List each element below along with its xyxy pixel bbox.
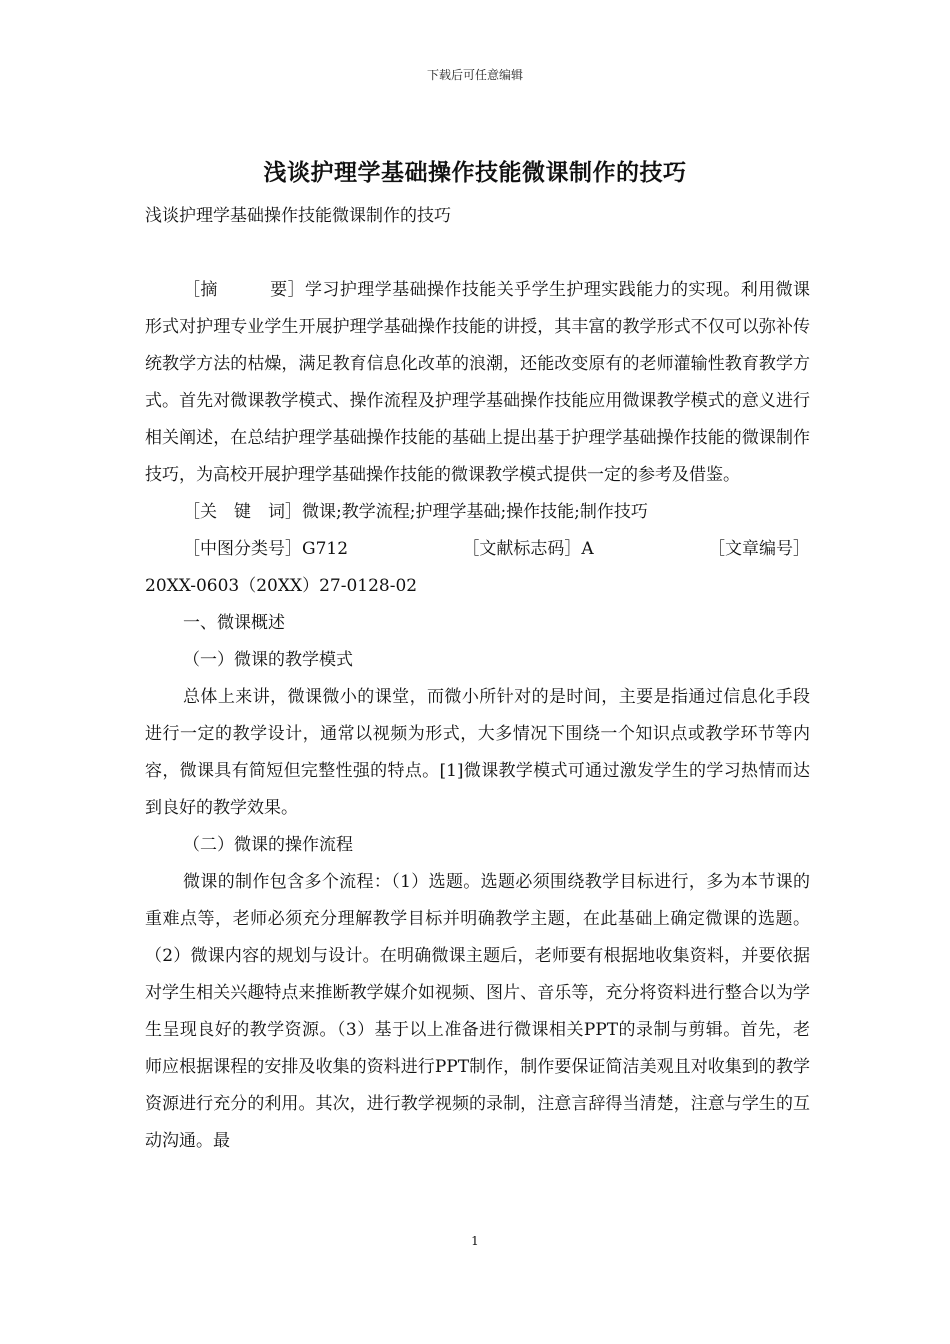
article-number: 20XX-0603（20XX）27-0128-02 — [145, 576, 418, 596]
subsection-heading-1-1: （一）微课的教学模式 — [183, 650, 353, 670]
paragraph-1-2: 微课的制作包含多个流程：（1）选题。选题必须围绕教学目标进行，多为本节课的重难点等，老师必须充分理解教学目标并明确教学主题，在此基础上确定微课的选题。（2）微课内容的规划与设计。在明确微课主题后，老师要有根据地收集资料，并要依据对学生相关兴趣特点来推断教学媒介如视频、图片、音乐等，充分将资料进行整合以为学生呈现良好的教学资源。（3）基于以上准备进行微课相关PPT的录制与剪辑。首先，老师应根据课程的安排及收集的资料进行PPT制作，制作要保证简洁美观且对收集到的教学资源进行充分的利用。其次，进行教学视频的录制，注意言辞得当清楚，注意与学生的互动沟通。最 — [145, 872, 810, 1151]
abstract-text: 学习护理学基础操作技能关乎学生护理实践能力的实现。利用微课形式对护理专业学生开展护理学基础操作技能的讲授，其丰富的教学形式不仅可以弥补传统教学方法的枯燥，满足教育信息化改革的浪潮，还能改变原有的老师灌输性教育教学方式。首先对微课教学模式、操作流程及护理学基础操作技能应用微课教学模式的意义进行相关阐述，在总结护理学基础操作技能的基础上提出基于护理学基础操作技能的微课制作技巧，为高校开展护理学基础操作技能的微课教学模式提供一定的参考及借鉴。 — [145, 280, 810, 485]
document-subtitle: 浅谈护理学基础操作技能微课制作的技巧 — [145, 206, 451, 226]
clc-number: ［中图分类号］G712 — [183, 539, 349, 559]
document-title: 浅谈护理学基础操作技能微课制作的技巧 — [263, 160, 687, 186]
abstract-paragraph — [145, 272, 810, 494]
section-heading-1: 一、微课概述 — [183, 613, 285, 633]
article-number-label: ［文章编号］ — [708, 539, 810, 559]
page-number: 1 — [471, 1234, 479, 1248]
abstract-label: ［摘 要］ — [183, 280, 305, 300]
document-code: ［文献标志码］A — [462, 539, 594, 559]
keywords-paragraph — [145, 494, 810, 531]
keywords-text: 微课;教学流程;护理学基础;操作技能;制作技巧 — [302, 502, 648, 522]
classification-line — [145, 531, 810, 568]
paragraph-1-1: 总体上来讲，微课微小的课堂，而微小所针对的是时间，主要是指通过信息化手段进行一定的教学设计，通常以视频为形式，大多情况下围绕一个知识点或教学环节等内容，微课具有简短但完整性强的特点。[1]微课教学模式可通过激发学生的学习热情而达到良好的教学效果。 — [145, 687, 810, 818]
subsection-heading-1-2: （二）微课的操作流程 — [183, 835, 353, 855]
document-body — [145, 198, 810, 1160]
keywords-label: ［关 键 词］ — [183, 502, 302, 522]
page-header: 下载后可任意编辑 — [426, 68, 523, 82]
